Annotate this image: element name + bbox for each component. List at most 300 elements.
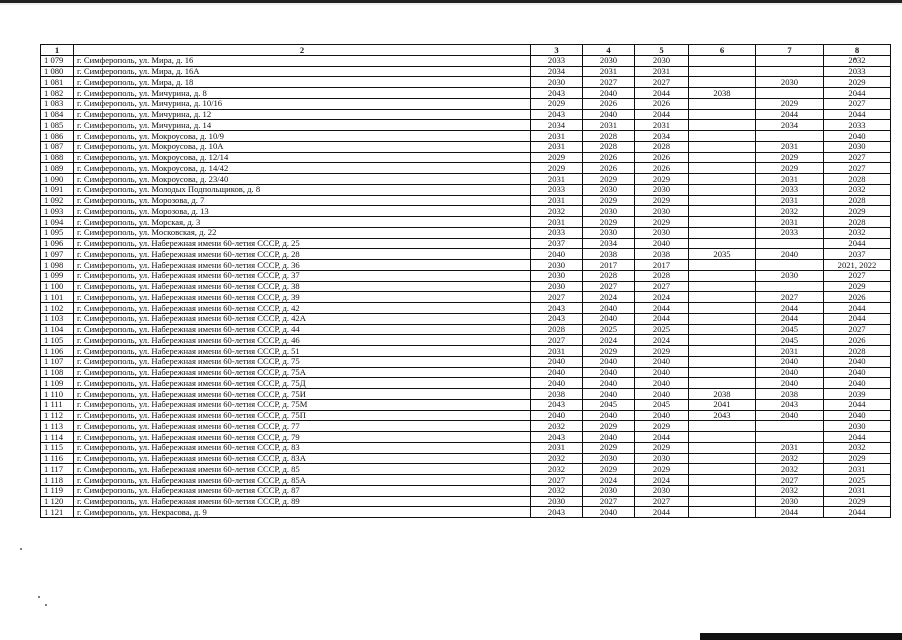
col6-cell [689,120,756,131]
col8-cell: 2044 [824,399,891,410]
col7-cell [756,281,824,292]
row-number-cell: 1 109 [41,378,74,389]
col6-cell [689,292,756,303]
col8-cell: 2037 [824,249,891,260]
table-row [41,389,891,400]
col7-cell: 2031 [756,217,824,228]
address-cell: г. Симферополь, ул. Мира, д. 16 [74,55,531,66]
table-body [41,55,891,517]
col7-cell: 2034 [756,120,824,131]
col8-cell: 2039 [824,389,891,400]
table-row [41,260,891,271]
col4-cell: 2040 [583,356,635,367]
row-number-cell: 1 095 [41,227,74,238]
col5-cell: 2017 [635,260,689,271]
col4-cell: 2024 [583,335,635,346]
col8-cell: 2032 [824,184,891,195]
address-cell: г. Симферополь, ул. Морозова, д. 7 [74,195,531,206]
col7-cell: 2044 [756,313,824,324]
row-number-cell: 1 104 [41,324,74,335]
col3-cell: 2043 [531,399,583,410]
col7-cell: 2031 [756,195,824,206]
col5-cell: 2029 [635,346,689,357]
row-number-cell: 1 087 [41,141,74,152]
col6-cell [689,507,756,518]
col7-cell [756,131,824,142]
col8-cell: 2027 [824,163,891,174]
col6-cell [689,303,756,314]
address-cell: г. Симферополь, ул. Набережная имени 60-летия СССР, д. 85 [74,464,531,475]
col8-cell: 2030 [824,141,891,152]
col8-cell: 2032 [824,55,891,66]
address-cell: г. Симферополь, ул. Набережная имени 60-летия СССР, д. 51 [74,346,531,357]
col8-cell: 2044 [824,432,891,443]
col4-cell: 2030 [583,206,635,217]
col5-cell: 2044 [635,88,689,99]
table-row [41,432,891,443]
table-row [41,184,891,195]
table-row [41,217,891,228]
col8-cell: 2044 [824,303,891,314]
scan-edge-shade [0,3,902,5]
col8-cell: 2028 [824,346,891,357]
col8-cell: 2027 [824,324,891,335]
table-row [41,303,891,314]
table-row [41,281,891,292]
col7-cell: 2043 [756,399,824,410]
col6-cell [689,496,756,507]
address-cell: г. Симферополь, ул. Набережная имени 60-летия СССР, д. 46 [74,335,531,346]
address-cell: г. Симферополь, ул. Набережная имени 60-летия СССР, д. 75 [74,356,531,367]
col7-cell [756,260,824,271]
col3-cell: 2031 [531,346,583,357]
table-row [41,131,891,142]
row-number-cell: 1 118 [41,475,74,486]
col6-cell [689,195,756,206]
col3-cell: 2033 [531,184,583,195]
col3-cell: 2032 [531,421,583,432]
scan-speck [45,604,47,606]
col8-cell: 2032 [824,227,891,238]
col5-cell: 2027 [635,496,689,507]
col5-cell: 2030 [635,453,689,464]
row-number-cell: 1 102 [41,303,74,314]
row-number-cell: 1 108 [41,367,74,378]
col4-cell: 2030 [583,485,635,496]
table-row [41,270,891,281]
table-row [41,313,891,324]
address-cell: г. Симферополь, ул. Набережная имени 60-летия СССР, д. 83 [74,442,531,453]
row-number-cell: 1 082 [41,88,74,99]
address-cell: г. Симферополь, ул. Набережная имени 60-летия СССР, д. 89 [74,496,531,507]
column-header-7: 7 [756,45,824,56]
col5-cell: 2029 [635,442,689,453]
col6-cell [689,270,756,281]
address-cell: г. Симферополь, ул. Мичурина, д. 12 [74,109,531,120]
col4-cell: 2030 [583,227,635,238]
col7-cell: 2040 [756,378,824,389]
row-number-cell: 1 111 [41,399,74,410]
col7-cell: 2033 [756,184,824,195]
row-number-cell: 1 113 [41,421,74,432]
table-row [41,77,891,88]
col4-cell: 2031 [583,120,635,131]
col5-cell: 2030 [635,227,689,238]
col4-cell: 2025 [583,324,635,335]
col3-cell: 2031 [531,131,583,142]
col4-cell: 2028 [583,270,635,281]
col4-cell: 2029 [583,442,635,453]
col6-cell [689,367,756,378]
column-header-3: 3 [531,45,583,56]
col6-cell [689,184,756,195]
col6-cell [689,421,756,432]
address-cell: г. Симферополь, ул. Мичурина, д. 8 [74,88,531,99]
table-row [41,174,891,185]
col6-cell [689,356,756,367]
col5-cell: 2044 [635,109,689,120]
col5-cell: 2030 [635,184,689,195]
row-number-cell: 1 080 [41,66,74,77]
col3-cell: 2040 [531,249,583,260]
col5-cell: 2029 [635,464,689,475]
col5-cell: 2029 [635,217,689,228]
col8-cell: 2033 [824,120,891,131]
row-number-cell: 1 114 [41,432,74,443]
col3-cell: 2029 [531,152,583,163]
address-cell: г. Симферополь, ул. Мира, д. 18 [74,77,531,88]
address-cell: г. Симферополь, ул. Мичурина, д. 14 [74,120,531,131]
col6-cell [689,206,756,217]
col5-cell: 2024 [635,475,689,486]
col6-cell [689,109,756,120]
row-number-cell: 1 083 [41,98,74,109]
col7-cell: 2031 [756,174,824,185]
table-row [41,453,891,464]
col5-cell: 2044 [635,507,689,518]
col5-cell: 2029 [635,174,689,185]
col3-cell: 2031 [531,141,583,152]
col3-cell: 2030 [531,281,583,292]
col5-cell: 2028 [635,141,689,152]
row-number-cell: 1 094 [41,217,74,228]
col7-cell: 2030 [756,77,824,88]
col5-cell: 2030 [635,55,689,66]
table-row [41,120,891,131]
column-header-2: 2 [74,45,531,56]
col4-cell: 2030 [583,55,635,66]
col6-cell [689,141,756,152]
table-row [41,292,891,303]
col8-cell: 2027 [824,152,891,163]
table-row [41,152,891,163]
row-number-cell: 1 096 [41,238,74,249]
col5-cell: 2030 [635,206,689,217]
address-cell: г. Симферополь, ул. Набережная имени 60-летия СССР, д. 77 [74,421,531,432]
col7-cell: 2044 [756,303,824,314]
col5-cell: 2040 [635,356,689,367]
table-row [41,464,891,475]
col3-cell: 2043 [531,303,583,314]
col8-cell: 2040 [824,367,891,378]
col3-cell: 2031 [531,195,583,206]
col7-cell [756,88,824,99]
col7-cell [756,421,824,432]
col6-cell [689,66,756,77]
col6-cell [689,485,756,496]
address-cell: г. Симферополь, ул. Мокроусова, д. 10/9 [74,131,531,142]
address-cell: г. Симферополь, ул. Набережная имени 60-летия СССР, д. 87 [74,485,531,496]
col4-cell: 2017 [583,260,635,271]
col4-cell: 2026 [583,98,635,109]
col7-cell: 2031 [756,442,824,453]
col5-cell: 2044 [635,432,689,443]
col3-cell: 2040 [531,378,583,389]
col8-cell: 2025 [824,475,891,486]
address-cell: г. Симферополь, ул. Некрасова, д. 9 [74,507,531,518]
column-header-6: 6 [689,45,756,56]
col3-cell: 2030 [531,270,583,281]
col3-cell: 2029 [531,98,583,109]
address-cell: г. Симферополь, ул. Набережная имени 60-летия СССР, д. 37 [74,270,531,281]
col6-cell [689,55,756,66]
address-cell: г. Симферополь, ул. Набережная имени 60-летия СССР, д. 42А [74,313,531,324]
col8-cell: 2031 [824,485,891,496]
row-number-cell: 1 103 [41,313,74,324]
table-row [41,335,891,346]
row-number-cell: 1 119 [41,485,74,496]
col5-cell: 2040 [635,410,689,421]
row-number-cell: 1 091 [41,184,74,195]
col4-cell: 2029 [583,464,635,475]
col6-cell [689,453,756,464]
col4-cell: 2031 [583,66,635,77]
col4-cell: 2024 [583,292,635,303]
col4-cell: 2028 [583,131,635,142]
col4-cell: 2027 [583,77,635,88]
col8-cell: 2040 [824,131,891,142]
table-row [41,227,891,238]
table-row [41,356,891,367]
col5-cell: 2026 [635,163,689,174]
col7-cell: 2030 [756,496,824,507]
col3-cell: 2043 [531,507,583,518]
address-cell: г. Симферополь, ул. Мичурина, д. 10/16 [74,98,531,109]
col5-cell: 2029 [635,195,689,206]
col3-cell: 2033 [531,55,583,66]
col7-cell: 2044 [756,109,824,120]
table-header-row [41,45,891,56]
address-cell: г. Симферополь, ул. Московская, д. 22 [74,227,531,238]
row-number-cell: 1 098 [41,260,74,271]
col8-cell: 2028 [824,174,891,185]
col4-cell: 2040 [583,88,635,99]
col6-cell [689,313,756,324]
col8-cell: 2029 [824,281,891,292]
col5-cell: 2045 [635,399,689,410]
col7-cell: 2029 [756,152,824,163]
address-cell: г. Симферополь, ул. Набережная имени 60-летия СССР, д. 79 [74,432,531,443]
col8-cell: 2026 [824,292,891,303]
col3-cell: 2037 [531,238,583,249]
col6-cell [689,227,756,238]
housing-schedule-table [40,44,891,518]
column-header-1: 1 [41,45,74,56]
col8-cell: 2027 [824,98,891,109]
address-cell: г. Симферополь, ул. Молодых Подпольщиков, д. 8 [74,184,531,195]
address-cell: г. Симферополь, ул. Мокроусова, д. 12/14 [74,152,531,163]
col7-cell: 2032 [756,485,824,496]
table-row [41,163,891,174]
row-number-cell: 1 117 [41,464,74,475]
col8-cell: 2028 [824,217,891,228]
col5-cell: 2040 [635,238,689,249]
col7-cell: 2033 [756,227,824,238]
col6-cell [689,217,756,228]
col5-cell: 2026 [635,98,689,109]
col8-cell: 2029 [824,206,891,217]
col5-cell: 2030 [635,485,689,496]
col7-cell: 2040 [756,249,824,260]
table-row [41,475,891,486]
col6-cell [689,163,756,174]
address-cell: г. Симферополь, ул. Набережная имени 60-летия СССР, д. 42 [74,303,531,314]
col4-cell: 2045 [583,399,635,410]
col7-cell: 2031 [756,141,824,152]
address-cell: г. Симферополь, ул. Набережная имени 60-летия СССР, д. 75Д [74,378,531,389]
col4-cell: 2040 [583,507,635,518]
row-number-cell: 1 120 [41,496,74,507]
col5-cell: 2040 [635,389,689,400]
col3-cell: 2043 [531,313,583,324]
col8-cell: 2044 [824,313,891,324]
col6-cell [689,260,756,271]
row-number-cell: 1 092 [41,195,74,206]
col4-cell: 2040 [583,389,635,400]
col7-cell: 2027 [756,292,824,303]
col3-cell: 2032 [531,485,583,496]
col3-cell: 2028 [531,324,583,335]
col3-cell: 2032 [531,453,583,464]
col3-cell: 2034 [531,120,583,131]
col5-cell: 2034 [635,131,689,142]
col3-cell: 2043 [531,88,583,99]
table-row [41,399,891,410]
col4-cell: 2040 [583,313,635,324]
col7-cell: 2040 [756,410,824,421]
col5-cell: 2024 [635,292,689,303]
table-row [41,410,891,421]
table-row [41,141,891,152]
col6-cell [689,464,756,475]
col7-cell: 2027 [756,475,824,486]
column-header-4: 4 [583,45,635,56]
col4-cell: 2029 [583,195,635,206]
table-row [41,485,891,496]
col4-cell: 2026 [583,163,635,174]
col7-cell: 2030 [756,270,824,281]
col5-cell: 2040 [635,378,689,389]
col5-cell: 2024 [635,335,689,346]
table-row [41,238,891,249]
col8-cell: 2021, 2022 [824,260,891,271]
col6-cell [689,98,756,109]
table-row [41,496,891,507]
col5-cell: 2025 [635,324,689,335]
table-row [41,249,891,260]
row-number-cell: 1 107 [41,356,74,367]
col6-cell: 2038 [689,389,756,400]
address-cell: г. Симферополь, ул. Набережная имени 60-летия СССР, д. 85А [74,475,531,486]
row-number-cell: 1 099 [41,270,74,281]
row-number-cell: 1 085 [41,120,74,131]
col3-cell: 2040 [531,410,583,421]
address-cell: г. Симферополь, ул. Мокроусова, д. 10А [74,141,531,152]
col6-cell [689,281,756,292]
col8-cell: 2044 [824,109,891,120]
row-number-cell: 1 101 [41,292,74,303]
col8-cell: 2026 [824,335,891,346]
table-row [41,346,891,357]
address-cell: г. Симферополь, ул. Набережная имени 60-летия СССР, д. 75А [74,367,531,378]
table-row [41,367,891,378]
table-row [41,442,891,453]
col6-cell: 2035 [689,249,756,260]
col3-cell: 2030 [531,496,583,507]
address-cell: г. Симферополь, ул. Набережная имени 60-летия СССР, д. 28 [74,249,531,260]
col4-cell: 2030 [583,453,635,464]
address-cell: г. Симферополь, ул. Набережная имени 60-летия СССР, д. 75М [74,399,531,410]
address-cell: г. Симферополь, ул. Морская, д. 3 [74,217,531,228]
col7-cell [756,66,824,77]
col5-cell: 2031 [635,66,689,77]
col5-cell: 2027 [635,77,689,88]
col3-cell: 2031 [531,442,583,453]
col4-cell: 2024 [583,475,635,486]
col5-cell: 2044 [635,313,689,324]
address-cell: г. Симферополь, ул. Набережная имени 60-летия СССР, д. 38 [74,281,531,292]
row-number-cell: 1 081 [41,77,74,88]
col6-cell [689,335,756,346]
scan-speck [38,596,40,598]
col8-cell: 2044 [824,238,891,249]
col3-cell: 2027 [531,475,583,486]
col7-cell: 2038 [756,389,824,400]
col5-cell: 2038 [635,249,689,260]
col7-cell: 2032 [756,453,824,464]
col6-cell [689,238,756,249]
col8-cell: 2028 [824,195,891,206]
row-number-cell: 1 088 [41,152,74,163]
col6-cell [689,475,756,486]
row-number-cell: 1 100 [41,281,74,292]
table-row [41,507,891,518]
col6-cell [689,378,756,389]
col6-cell [689,131,756,142]
col3-cell: 2040 [531,367,583,378]
address-cell: г. Симферополь, ул. Набережная имени 60-летия СССР, д. 25 [74,238,531,249]
col5-cell: 2029 [635,421,689,432]
col4-cell: 2026 [583,152,635,163]
row-number-cell: 1 112 [41,410,74,421]
row-number-cell: 1 116 [41,453,74,464]
col3-cell: 2027 [531,335,583,346]
col4-cell: 2030 [583,184,635,195]
col7-cell: 2045 [756,324,824,335]
col8-cell: 2029 [824,453,891,464]
col7-cell: 2029 [756,163,824,174]
col6-cell: 2043 [689,410,756,421]
